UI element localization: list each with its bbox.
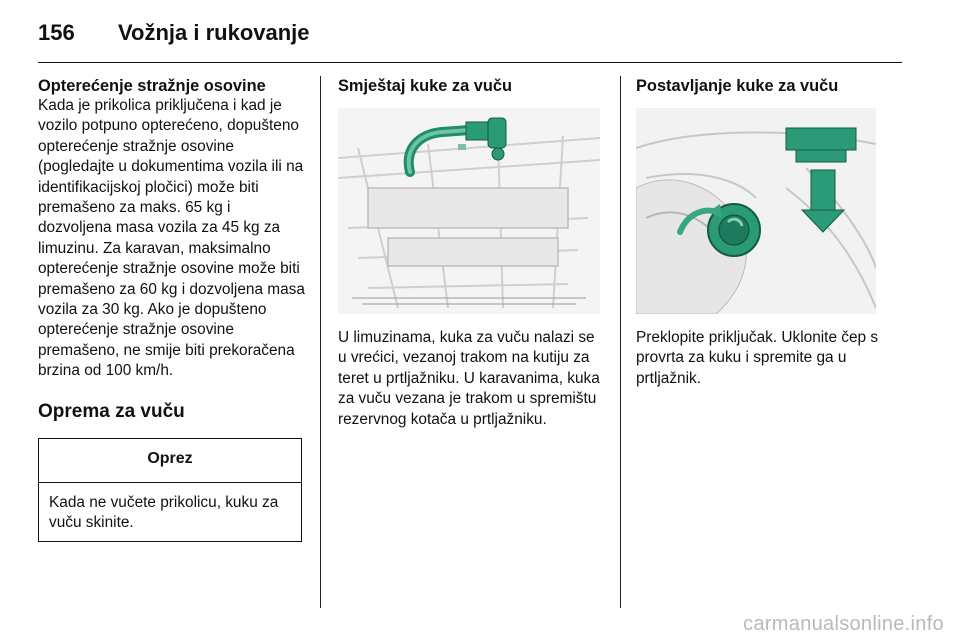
tow-hook-installation-text: Preklopite priključak. Uklonite čep s provrta za kuku i spremite ga u prtljažnik. xyxy=(636,329,879,387)
tow-hook-location-illustration xyxy=(338,108,600,314)
header-divider xyxy=(38,62,902,63)
caution-box xyxy=(38,438,302,542)
column-divider-2 xyxy=(620,76,621,608)
column-right xyxy=(636,76,904,389)
page-number: 156 xyxy=(38,20,75,45)
chapter-title: Vožnja i rukovanje xyxy=(118,20,310,45)
column-left xyxy=(38,76,306,542)
towing-equipment-heading: Oprema za vuču xyxy=(38,400,185,422)
tow-hook-installation-illustration xyxy=(636,108,876,314)
watermark: carmanualsonline.info xyxy=(743,613,944,635)
column-middle xyxy=(338,76,606,430)
caution-title: Oprez xyxy=(39,439,301,482)
rear-axle-load-text: Kada je prikolica priključena i kad je vozilo potpuno opterećeno, dopušteno opterećenje stražnje osovine (pogledajte u dokumentima vozila ili na identifikacijskoj pločici) može biti premašeno za maks. 65 kg i dozvoljena masa vozila za 45 kg za limuzinu. Za karavan, maksimalno opterećenje stražnje osovine može biti premašeno za 60 kg i dozvoljena masa vozila za 30 kg. Ako je dopušteno opterećenje stražnje osovine premašeno, ne smije biti prekoračena brzina od 100 km/h. xyxy=(38,97,305,380)
tow-hook-location-heading: Smještaj kuke za vuču xyxy=(338,77,513,95)
column-divider-1 xyxy=(320,76,321,608)
tow-hook-location-text: U limuzinama, kuka za vuču nalazi se u vrećici, vezanoj trakom na kutiju za teret u prtljažniku. U karavanima, kuka za vuču vezana je trakom u spremištu rezervnog kotača u prtljažniku. xyxy=(338,329,600,428)
caution-text: Kada ne vučete prikolicu, kuku za vuču skinite. xyxy=(49,493,279,531)
page-header xyxy=(38,18,902,62)
rear-axle-load-heading: Opterećenje stražnje osovine xyxy=(38,77,266,95)
tow-hook-installation-heading: Postavljanje kuke za vuču xyxy=(636,77,839,95)
